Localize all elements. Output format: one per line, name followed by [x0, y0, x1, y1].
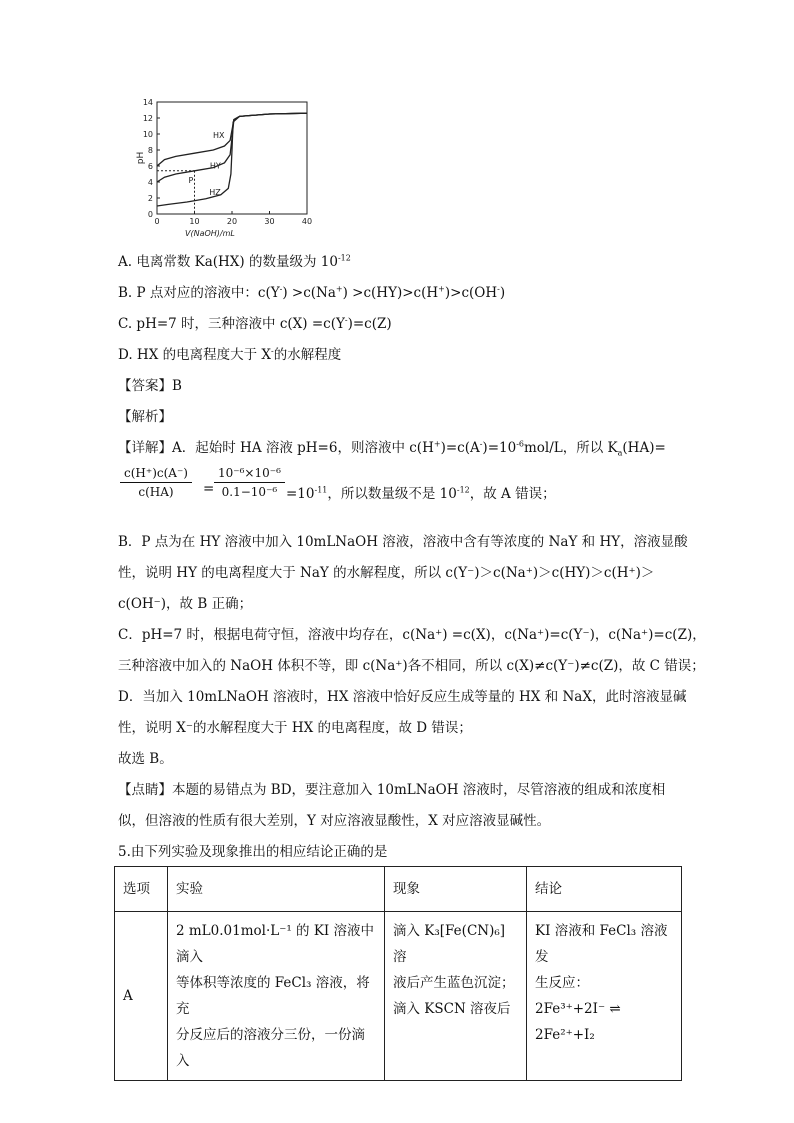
x-tick-label: 20 [226, 217, 238, 226]
experiment-table [114, 866, 682, 1081]
x-tick-label: 40 [301, 217, 313, 226]
series-label-hx: HX [213, 131, 225, 140]
row-conclusion: KI 溶液和 FeCl₃ 溶液发 生反应： 2Fe³⁺+2I⁻ ⇌ 2Fe²⁺+I₂ [527, 912, 682, 1081]
y-tick-label: 2 [147, 194, 153, 203]
header-option: 选项 [115, 867, 168, 912]
series-label-hz: HZ [209, 187, 221, 197]
titration-chart [112, 92, 322, 242]
detail-d-2: 性，说明 X⁻的水解程度大于 HX 的电离程度，故 D 错误； [118, 720, 472, 736]
x-tick-label: 10 [189, 217, 200, 226]
row-phenomenon: 滴入 K₃[Fe(CN)₆]溶 液后产生蓝色沉淀； 滴入 KSCN 溶夜后 [385, 912, 527, 1081]
option-b: B. P 点对应的溶液中：c(Y-) >c(Na+) >c(HY)>c(H+)>c(OH-) [118, 284, 506, 301]
detail-d-1: D．当加入 10mLNaOH 溶液时，HX 溶液中恰好反应生成等量的 HX 和 NaX，此时溶液显碱 [118, 689, 687, 705]
detail-line-1: 【详解】A．起始时 HA 溶液 pH=6，则溶液中 $c(H^+)=c(A^-)=10^{-6}mol/L$，所以 $K_a(HA)=$ [118, 439, 666, 458]
detail-c-1: C．pH=7 时，根据电荷守恒，溶液中均存在，c(Na⁺) =c(X)，c(Na⁺)=c(Y⁻)，c(Na⁺)=c(Z)， [118, 627, 706, 643]
analysis-title: 【解析】 [118, 409, 172, 425]
note-line-2: 似，但溶液的性质有很大差别，Y 对应溶液显酸性，X 对应溶液显碱性。 [118, 813, 551, 829]
row-option: A [115, 912, 168, 1081]
detail-line-2: $=10^{-11}$，所以数量级不是 $10^{-12}$，故 A 错误； [286, 485, 556, 502]
y-tick-label: 6 [147, 162, 153, 171]
header-conclusion: 结论 [527, 867, 682, 912]
x-tick-label: 0 [154, 217, 160, 226]
y-tick-label: 12 [142, 114, 153, 123]
y-tick-label: 8 [147, 146, 153, 155]
y-axis-label: pH [136, 151, 146, 165]
detail-b-2: 性，说明 HY 的电离程度大于 NaY 的水解程度，所以 c(Y⁻)＞c(Na⁺)＞c(HY)＞c(H⁺)＞ [118, 565, 655, 581]
detail-choose: 故选 B。 [118, 751, 173, 767]
fraction-values: $\frac{\text{10⁻⁶×10⁻⁶}}{\text{0.1−10⁻⁶}}$ [214, 466, 285, 499]
x-axis-label: V(NaOH)/mL [185, 229, 235, 238]
detail-b-3: c(OH⁻)，故 B 正确； [118, 596, 253, 612]
question-5: 5.由下列实验及现象推出的相应结论正确的是 [118, 844, 388, 860]
option-d: D. HX 的电离程度大于 X-的水解程度 [118, 346, 342, 363]
detail-b-1: B．P 点为在 HY 溶液中加入 10mLNaOH 溶液，溶液中含有等浓度的 NaY 和 HY，溶液显酸 [118, 534, 688, 550]
equals-sign: = [203, 481, 215, 497]
option-c: C. pH=7 时，三种溶液中 c(X) =c(Y-)=c(Z) [118, 315, 392, 332]
answer: 【答案】B [118, 378, 182, 394]
y-tick-label: 14 [142, 98, 153, 107]
option-a: A. 电离常数 Ka(HX) 的数量级为 $10^{-12}$ [118, 253, 351, 270]
point-p-label: P [188, 175, 194, 185]
detail-c-2: 三种溶液中加入的 NaOH 体积不等，即 c(Na⁺)各不相同，所以 c(X)≠c(Y⁻)≠c(Z)，故 C 错误； [118, 658, 705, 674]
row-experiment: 2 mL0.01mol·L⁻¹ 的 KI 溶液中滴入 等体积等浓度的 FeCl₃ 溶液，将充 分反应后的溶液分三份，一份滴入 [168, 912, 385, 1081]
header-experiment: 实验 [168, 867, 385, 912]
series-label-hy: HY [209, 161, 221, 171]
table-header-row [115, 867, 682, 912]
x-tick-label: 30 [264, 217, 275, 226]
y-tick-label: 0 [147, 210, 153, 219]
header-phenomenon: 现象 [385, 867, 527, 912]
y-tick-label: 10 [142, 130, 153, 139]
note-line-1: 【点睛】本题的易错点为 BD，要注意加入 10mLNaOH 溶液时，尽管溶液的组成和浓度相 [118, 782, 666, 798]
y-tick-label: 4 [147, 178, 153, 187]
table-row [115, 912, 682, 1081]
fraction-ka: $\frac{c(H^+)c(A^-)}{c(HA)}$ [120, 466, 192, 499]
